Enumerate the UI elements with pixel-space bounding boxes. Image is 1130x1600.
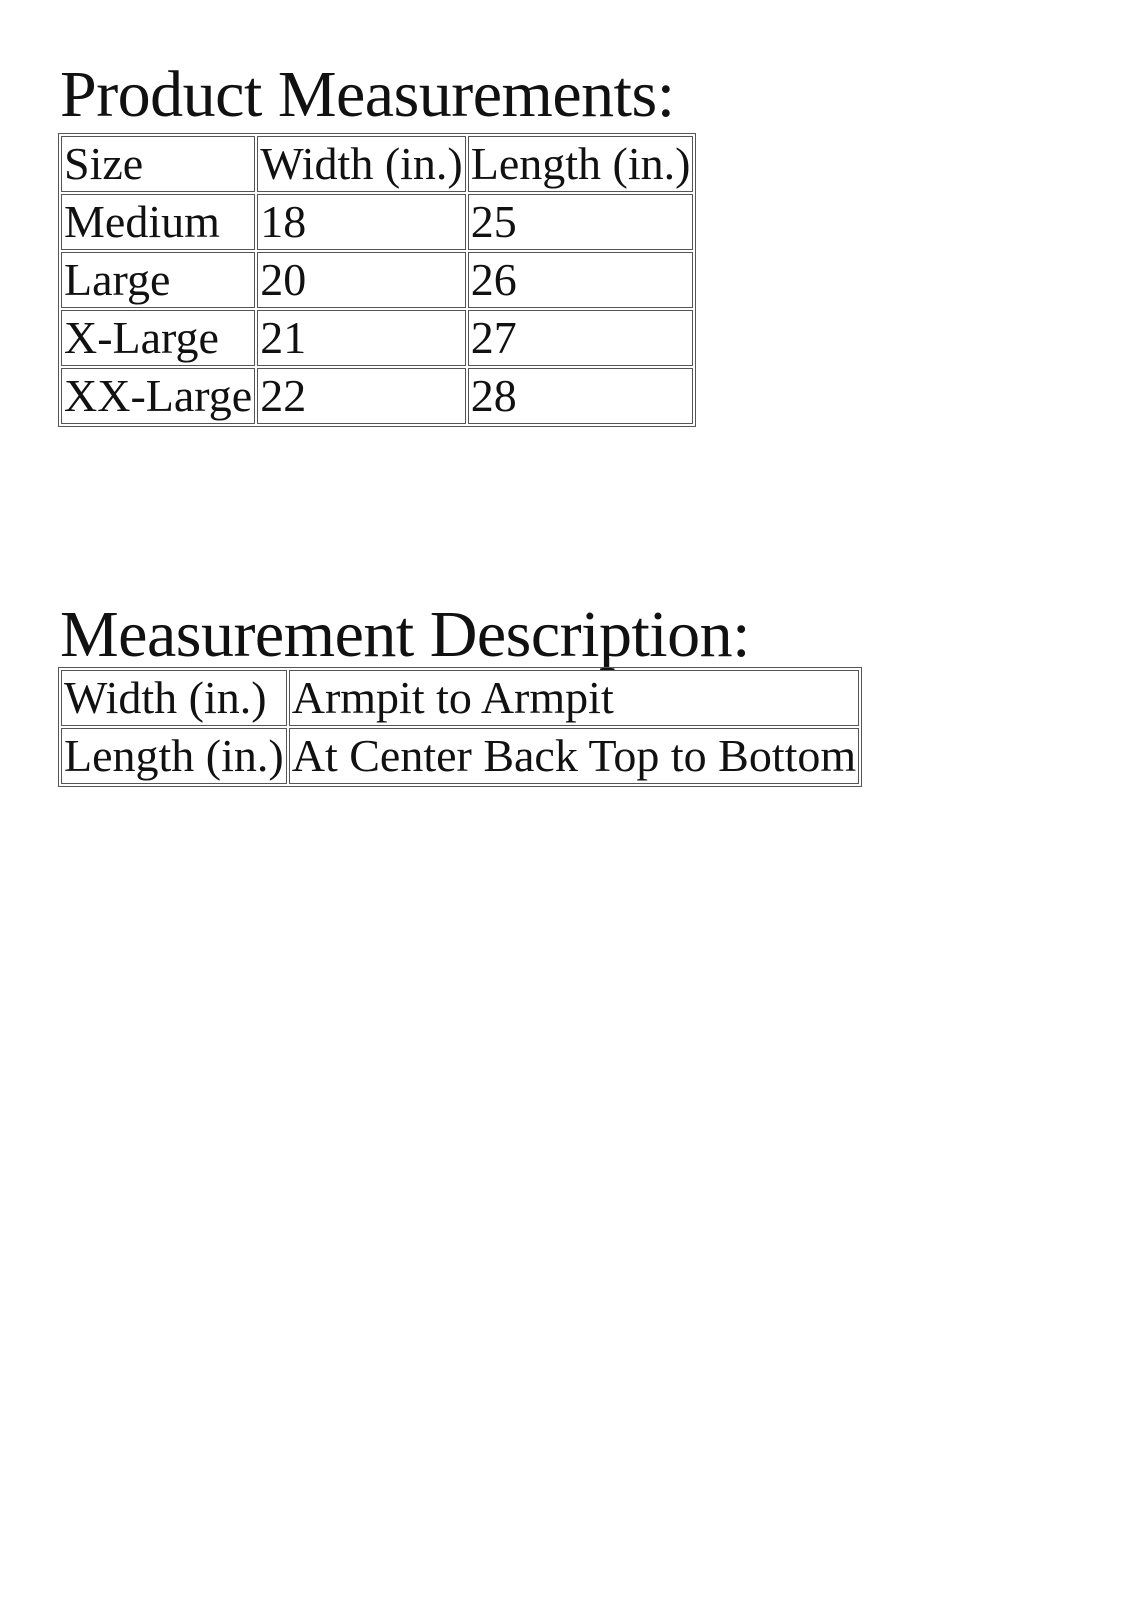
size-cell: Large	[61, 252, 255, 308]
measurement-description-cell: Armpit to Armpit	[289, 670, 860, 726]
size-cell: XX-Large	[61, 368, 255, 424]
column-header-size: Size	[61, 136, 255, 192]
description-table	[58, 667, 862, 787]
size-cell: Medium	[61, 194, 255, 250]
table-row	[61, 252, 693, 308]
size-cell: X-Large	[61, 310, 255, 366]
length-cell: 26	[468, 252, 694, 308]
column-header-length: Length (in.)	[468, 136, 694, 192]
measurement-name-cell: Width (in.)	[61, 670, 287, 726]
table-row	[61, 728, 859, 784]
column-header-width: Width (in.)	[257, 136, 466, 192]
measurement-name-cell: Length (in.)	[61, 728, 287, 784]
width-cell: 18	[257, 194, 466, 250]
table-row	[61, 194, 693, 250]
table-header-row	[61, 136, 693, 192]
length-cell: 25	[468, 194, 694, 250]
length-cell: 28	[468, 368, 694, 424]
table-row	[61, 368, 693, 424]
width-cell: 20	[257, 252, 466, 308]
table-row	[61, 670, 859, 726]
length-cell: 27	[468, 310, 694, 366]
width-cell: 22	[257, 368, 466, 424]
product-measurements-heading: Product Measurements:	[60, 58, 675, 131]
table-row	[61, 310, 693, 366]
measurement-description-heading: Measurement Description:	[60, 598, 750, 671]
measurement-description-cell: At Center Back Top to Bottom	[289, 728, 860, 784]
width-cell: 21	[257, 310, 466, 366]
measurements-table	[58, 133, 696, 427]
